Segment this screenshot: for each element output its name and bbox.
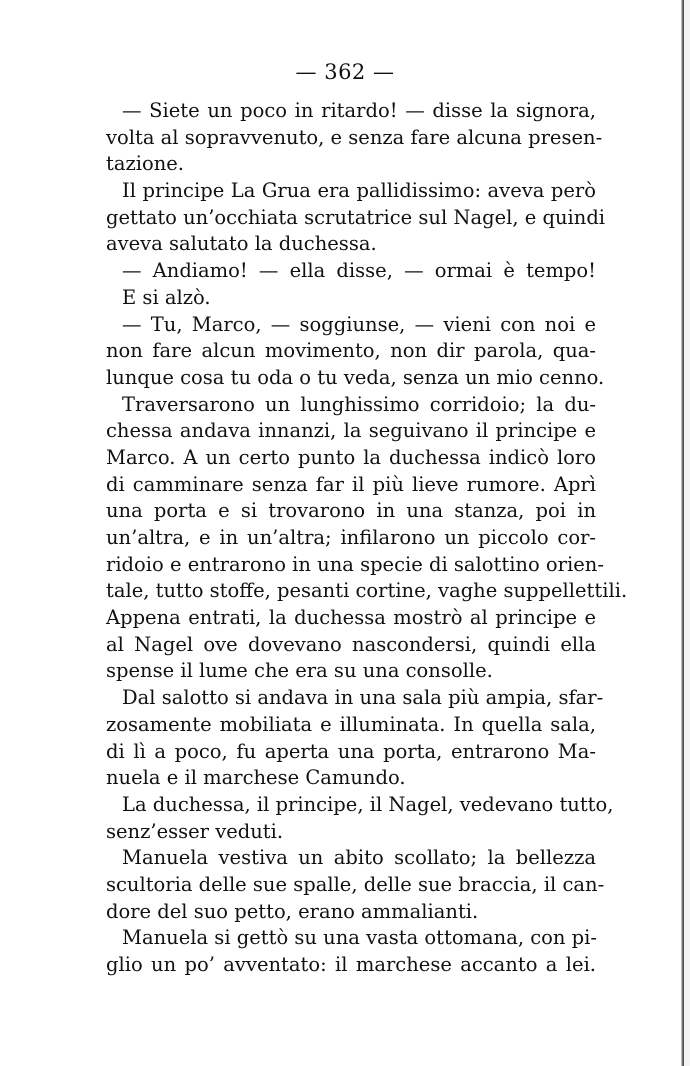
text-line: un’altra, e in un’altra; infilarono un piccolo cor- <box>106 526 596 549</box>
text-line: La duchessa, il principe, il Nagel, vedevano tutto, <box>122 792 614 816</box>
text-line: Dal salotto si andava in una sala più ampia, sfar- <box>122 686 604 710</box>
text-line: gettato un’occhiata scrutatrice sul Nagel, e quindi <box>106 205 606 229</box>
text-line: Manuela vestiva un abito scollato; la bellezza <box>122 846 596 870</box>
text-line: scultoria delle sue spalle, delle sue braccia, il can- <box>106 872 605 896</box>
text-line: tazione. <box>106 152 185 176</box>
text-line: Manuela si gettò su una vasta ottomana, con pi- <box>122 926 597 950</box>
text-line: una porta e si trovarono in una stanza, poi in <box>106 499 596 523</box>
text-line: chessa andava innanzi, la seguivano il principe e <box>106 419 596 443</box>
text-line: di lì a poco, fu aperta una porta, entrarono Ma- <box>106 739 596 763</box>
text-line: tale, tutto stoffe, pesanti cortine, vaghe suppellettili. <box>106 579 628 603</box>
body-text <box>106 98 628 979</box>
text-line: dore del suo petto, erano ammalianti. <box>106 899 479 923</box>
text-line: Traversarono un lunghissimo corridoio; la du- <box>122 392 596 416</box>
text-line: Il principe La Grua era pallidissimo: aveva però <box>122 179 596 203</box>
text-line: lunque cosa tu oda o tu veda, senza un mio cenno. <box>106 365 605 389</box>
text-line: — Siete un poco in ritardo! — disse la signora, <box>122 99 596 122</box>
text-line: — Andiamo! — ella disse, — ormai è tempo! <box>122 259 596 283</box>
text-line: zosamente mobiliata e illuminata. In quella sala, <box>106 712 596 736</box>
text-line: aveva salutato la duchessa. <box>106 232 377 256</box>
text-line: senz’esser veduti. <box>106 819 284 843</box>
page-edge <box>684 0 690 1066</box>
text-line: al Nagel ove dovevano nascondersi, quindi ella <box>106 632 596 656</box>
text-line: non fare alcun movimento, non dir parola, qua- <box>106 339 596 363</box>
text-line: Appena entrati, la duchessa mostrò al principe e <box>106 606 596 630</box>
text-line: ridoio e entrarono in una specie di salottino orien- <box>106 552 604 576</box>
text-line: Marco. A un certo punto la duchessa indicò loro <box>106 445 596 469</box>
text-line: volta al sopravvenuto, e senza fare alcuna presen- <box>106 125 603 149</box>
text-line: spense il lume che era su una consolle. <box>106 659 493 683</box>
page-number: — 362 — <box>295 60 395 84</box>
text-line: — Tu, Marco, — soggiunse, — vieni con noi e <box>122 312 596 336</box>
text-line: di camminare senza far il più lieve rumore. Aprì <box>106 472 596 496</box>
page-edge-shadow <box>681 0 684 1066</box>
text-line: glio un po’ avventato: il marchese accanto a lei. <box>106 953 596 976</box>
text-line: nuela e il marchese Camundo. <box>106 766 406 790</box>
text-line: E si alzò. <box>122 285 211 309</box>
